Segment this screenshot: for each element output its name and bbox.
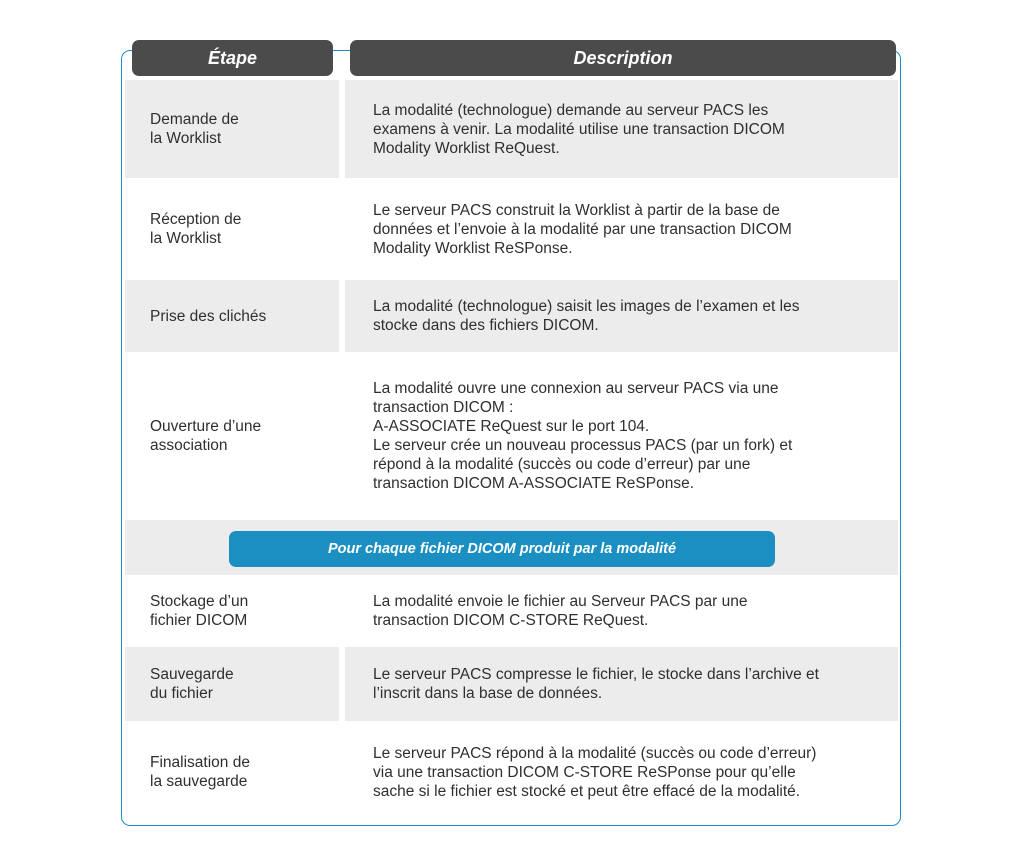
table-row <box>125 280 898 352</box>
loop-banner: Pour chaque fichier DICOM produit par la modalité <box>229 531 775 567</box>
table-row <box>125 647 898 721</box>
table-row <box>125 578 898 644</box>
table-row <box>125 80 898 178</box>
table-row <box>125 181 898 277</box>
step-cell: Prise des clichés <box>125 280 339 352</box>
description-cell: Le serveur PACS répond à la modalité (succès ou code d’erreur) via une transaction DICOM C-STORE ReSPonse pour qu’elle sache si le fichier est stocké et peut être effacé de la modalité. <box>373 744 817 800</box>
header-step: Étape <box>132 40 333 76</box>
description-cell: La modalité ouvre une connexion au serveur PACS via une transaction DICOM : A-ASSOCIATE ReQuest sur le port 104. Le serveur crée un nouveau processus PACS (par un fork) et répond à la modalité (succès ou code d’erreur) par une transaction DICOM A-ASSOCIATE ReSPonse. <box>373 380 793 492</box>
step-cell: Ouverture d’une association <box>150 418 262 454</box>
header-description: Description <box>350 40 896 76</box>
table-row <box>125 355 898 517</box>
step-cell: Stockage d’un fichier DICOM <box>150 593 249 629</box>
step-cell: Sauvegarde du fichier <box>125 647 339 721</box>
description-cell: La modalité (technologue) demande au serveur PACS les examens à venir. La modalité utilise une transaction DICOM Modality Worklist ReQuest. <box>345 80 898 178</box>
step-cell: Finalisation de la sauvegarde <box>150 754 250 790</box>
description-cell: Le serveur PACS compresse le fichier, le stocke dans l’archive et l’inscrit dans la base de données. <box>345 647 898 721</box>
step-cell: Réception de la Worklist <box>150 211 242 247</box>
step-cell: Demande de la Worklist <box>125 80 339 178</box>
description-cell: La modalité (technologue) saisit les images de l’examen et les stocke dans des fichiers DICOM. <box>345 280 898 352</box>
description-cell: La modalité envoie le fichier au Serveur PACS par une transaction DICOM C-STORE ReQuest. <box>373 593 748 629</box>
description-cell: Le serveur PACS construit la Worklist à partir de la base de données et l’envoie à la modalité par une transaction DICOM Modality Worklist ReSPonse. <box>373 201 792 257</box>
loop-banner-row <box>125 520 898 575</box>
table-row <box>125 724 898 820</box>
